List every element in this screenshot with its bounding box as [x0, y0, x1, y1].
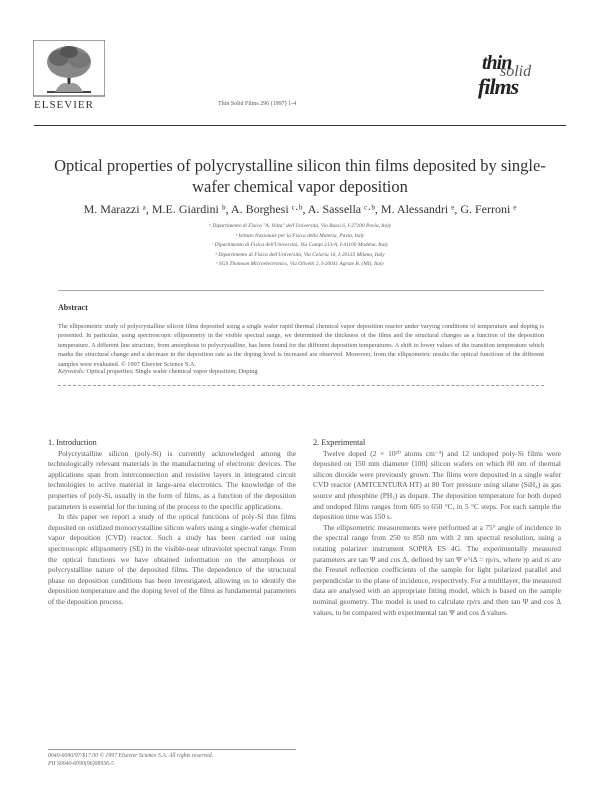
paragraph: In this paper we report a study of the optical functions of poly-Si thin films deposited on oxidized monocrystalline silicon wafers using a single-wafer chemical vapor deposition (CVD) reactor. Such a study has been carried out using spectroscopic ellipsometry (SE) in the visible-near ultraviolet spectral range. From the optical functions we have obtained information on the amorphous or polycrystalline nature of the deposited films. The dependence of the structural phase on deposition conditions has been investigated, allowing us to identify the deposition temperature and the doping level of the films as fundamental parameters of the deposition process. — [48, 512, 296, 606]
abstract-heading: Abstract — [58, 303, 88, 312]
paragraph: Twelve doped (2 × 10²⁰ atoms cm⁻³) and 12 undoped poly-Si films were deposited on 150 mm diameter ⟨100⟩ silicon wafers on which 80 nm of thermal silicon dioxide were previously grown. The films were deposited in a single wafer CVD reactor (AMTCENTURA HT) at 80 Torr pressure using silane (SiH₄) as gas source and phosphine (PH₃) as dopant. The deposition temperature for both doped and undoped films ranges from 605 to 650 °C, in 5 °C steps. For each sample the deposition time was 150 s. — [313, 448, 561, 522]
copyright-line: 0040-6090/97/$17.00 © 1997 Elsevier Science S.A. All rights reserved. — [48, 753, 214, 759]
affiliation-line: ᵇ Istituto Nazionale per la Fisica della Materia, Pavia, Italy — [235, 232, 365, 239]
affiliation-line: ᶜ Dipartimento di Fisica dell'Università, Via Campi 213/A, I-41100 Modena, Italy — [211, 242, 389, 248]
section-heading-experimental: 2. Experimental — [313, 438, 366, 447]
affiliation-line: ᵉ SGS Thomson Microelectronics, Via Olivetti 2, I-20041 Agrate B. (MI), Italy — [216, 261, 384, 267]
abstract-text: The ellipsometric study of polycrystalline silicon films deposited using a single wafer rapid thermal chemical vapor deposition reactor under varying conditions of temperature and doping is presented. In particular, using spectroscopic ellipsometry in the visible spectral range, we determined the thickness of the films and the structural changes as a function of the deposition temperature. A different line structure, from amorphous to polycrystalline, has been found for the different deposition temperatures. A shift to lower values of the transition temperature which marks the structural change and a decrease in the deposition rate as the doping level is increased are observed. Moreover, from the ellipsometric results the optical functions of the different samples were evaluated. © 1997 Elsevier Science S.A. — [58, 323, 544, 368]
left-column — [48, 438, 296, 608]
keywords-line — [58, 368, 544, 375]
paragraph: The ellipsometric measurements were performed at a 75° angle of incidence in the spectral range from 250 to 850 nm with 2 nm spectral resolution, using a rotating polarizer instrument SOPRA ES 4G. The experimentally measured parameters are tan Ψ and cos Δ, defined by tan Ψ e^iΔ = rp/rs, where rp and rs are the Fresnel reflection coefficients of the sample for light polarized parallel and perpendicular to the plane of incidence, respectively. For a multilayer, the measured data are analysed with an appropriate fitting model, which is based on the sample nominal geometry. The model is used to calculate rp/rs and then tan Ψ and cos Δ values, to be compared with experimental tan Ψ and cos Δ values. — [313, 522, 561, 617]
copyright-footnote — [48, 752, 296, 768]
footnote-divider — [48, 749, 296, 750]
paragraph: Polycrystalline silicon (poly-Si) is currently acknowledged among the technologically relevant materials in the manufacturing of electronic devices. The applications span from interconnection and resistive layers in integrated circuit technologies to active material in large-area electronics. The knowledge of the properties of poly-Si, usually in the form of films, as a function of the deposition parameters is essential for the tuning of the process to the specific applications. — [48, 448, 296, 511]
author-list: M. Marazzi ᵃ, M.E. Giardini ᵇ, A. Borghesi ᶜ·ᵇ, A. Sassella ᶜ·ᵇ, M. Alessandri ᵉ, G. Ferroni ᵉ — [83, 202, 517, 216]
affiliation-line: ᵈ Dipartimento di Fisica dell'Università, Via Celoria 16, I-20133 Milano, Italy — [215, 251, 385, 258]
section-heading-introduction: 1. Introduction — [48, 438, 97, 447]
right-column — [313, 438, 561, 618]
affiliation-line: ᵃ Dipartimento di Fisica "A. Volta" dell'Università, Via Bassi 6, I-27100 Pavia, Italy — [208, 223, 392, 229]
journal-logo — [470, 52, 550, 98]
keywords-text: Optical properties; Single wafer chemical vapor deposition; Doping — [86, 368, 258, 375]
elsevier-tree-logo-icon — [33, 40, 105, 108]
journal-logo-word-2: solid — [500, 63, 532, 80]
abstract-bottom-divider — [58, 385, 544, 386]
article-title: Optical properties of polycrystalline silicon thin films deposited by single-wafer chemical vapor deposition — [54, 156, 546, 196]
pii-line: PII S0040-6090(96)08936-5 — [48, 761, 114, 767]
journal-logo-word-3: films — [478, 74, 519, 99]
journal-reference: Thin Solid Films 296 (1997) 1-4 — [218, 101, 297, 107]
affiliations — [90, 222, 510, 270]
publisher-name: ELSEVIER — [34, 99, 94, 111]
journal-logo-word-1: thin — [482, 52, 512, 74]
keywords-label: Keywords: — [58, 368, 86, 375]
abstract-top-divider — [58, 290, 544, 291]
header-divider — [34, 125, 566, 126]
